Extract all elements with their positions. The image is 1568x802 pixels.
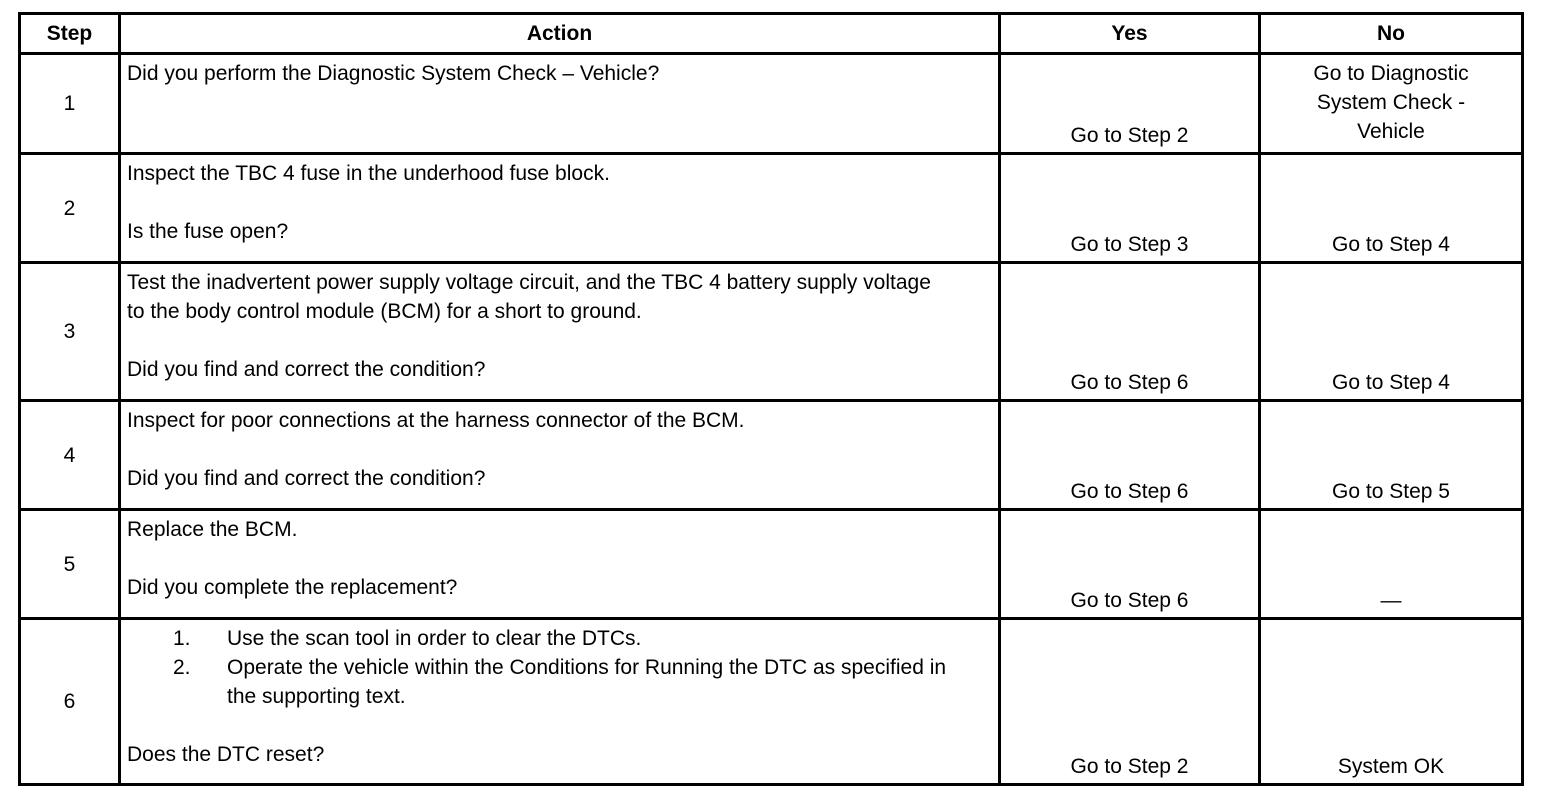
- step-number: 5: [20, 510, 120, 619]
- action-text: Did you perform the Diagnostic System Check – Vehicle?: [127, 62, 660, 85]
- list-item: [127, 624, 992, 653]
- list-item: [127, 653, 992, 711]
- header-step: Step: [20, 14, 120, 54]
- no-cell: Go to Step 5: [1260, 401, 1523, 510]
- table-row: [20, 619, 1523, 785]
- action-cell: [120, 54, 1000, 154]
- table-row: [20, 154, 1523, 263]
- yes-cell: Go to Step 3: [1000, 154, 1260, 263]
- no-cell: Go to Step 4: [1260, 154, 1523, 263]
- table-row: [20, 54, 1523, 154]
- action-text: Inspect for poor connections at the harness connector of the BCM.: [127, 409, 745, 432]
- no-cell: System OK: [1260, 619, 1523, 785]
- step-number: 2: [20, 154, 120, 263]
- header-row: [20, 14, 1523, 54]
- yes-cell: Go to Step 6: [1000, 263, 1260, 401]
- action-text: Replace the BCM.: [127, 518, 298, 541]
- list-item-text: Operate the vehicle within the Conditions for Running the DTC as specified in the supporting text.: [227, 656, 947, 708]
- numbered-list: [127, 624, 992, 711]
- no-cell: Go to Step 4: [1260, 263, 1523, 401]
- action-cell: [120, 154, 1000, 263]
- yes-cell: Go to Step 6: [1000, 510, 1260, 619]
- action-question: Did you find and correct the condition?: [127, 358, 486, 381]
- yes-cell: Go to Step 2: [1000, 619, 1260, 785]
- action-cell: [120, 263, 1000, 401]
- step-number: 4: [20, 401, 120, 510]
- action-text: Inspect the TBC 4 fuse in the underhood fuse block.: [127, 162, 610, 185]
- list-item-text: Use the scan tool in order to clear the DTCs.: [227, 627, 642, 650]
- no-cell: Go to Diagnostic System Check - Vehicle: [1260, 54, 1523, 154]
- step-number: 1: [20, 54, 120, 154]
- step-number: 3: [20, 263, 120, 401]
- header-action: Action: [120, 14, 1000, 54]
- yes-cell: Go to Step 6: [1000, 401, 1260, 510]
- action-text: Test the inadvertent power supply voltage circuit, and the TBC 4 battery supply voltage to the body control module (BCM) for a short to ground.: [127, 271, 931, 323]
- action-cell: [120, 510, 1000, 619]
- action-question: Did you find and correct the condition?: [127, 467, 486, 490]
- action-question: Is the fuse open?: [127, 220, 289, 243]
- no-cell: —: [1260, 510, 1523, 619]
- table-row: [20, 263, 1523, 401]
- list-item-number: 1.: [173, 627, 191, 650]
- table-row: [20, 510, 1523, 619]
- list-item-number: 2.: [173, 656, 191, 679]
- step-number: 6: [20, 619, 120, 785]
- action-cell: [120, 619, 1000, 785]
- diagnostic-table: [18, 12, 1524, 786]
- action-cell: [120, 401, 1000, 510]
- header-yes: Yes: [1000, 14, 1260, 54]
- action-question: Did you complete the replacement?: [127, 576, 458, 599]
- action-question: Does the DTC reset?: [127, 743, 325, 766]
- yes-cell: Go to Step 2: [1000, 54, 1260, 154]
- header-no: No: [1260, 14, 1523, 54]
- table-row: [20, 401, 1523, 510]
